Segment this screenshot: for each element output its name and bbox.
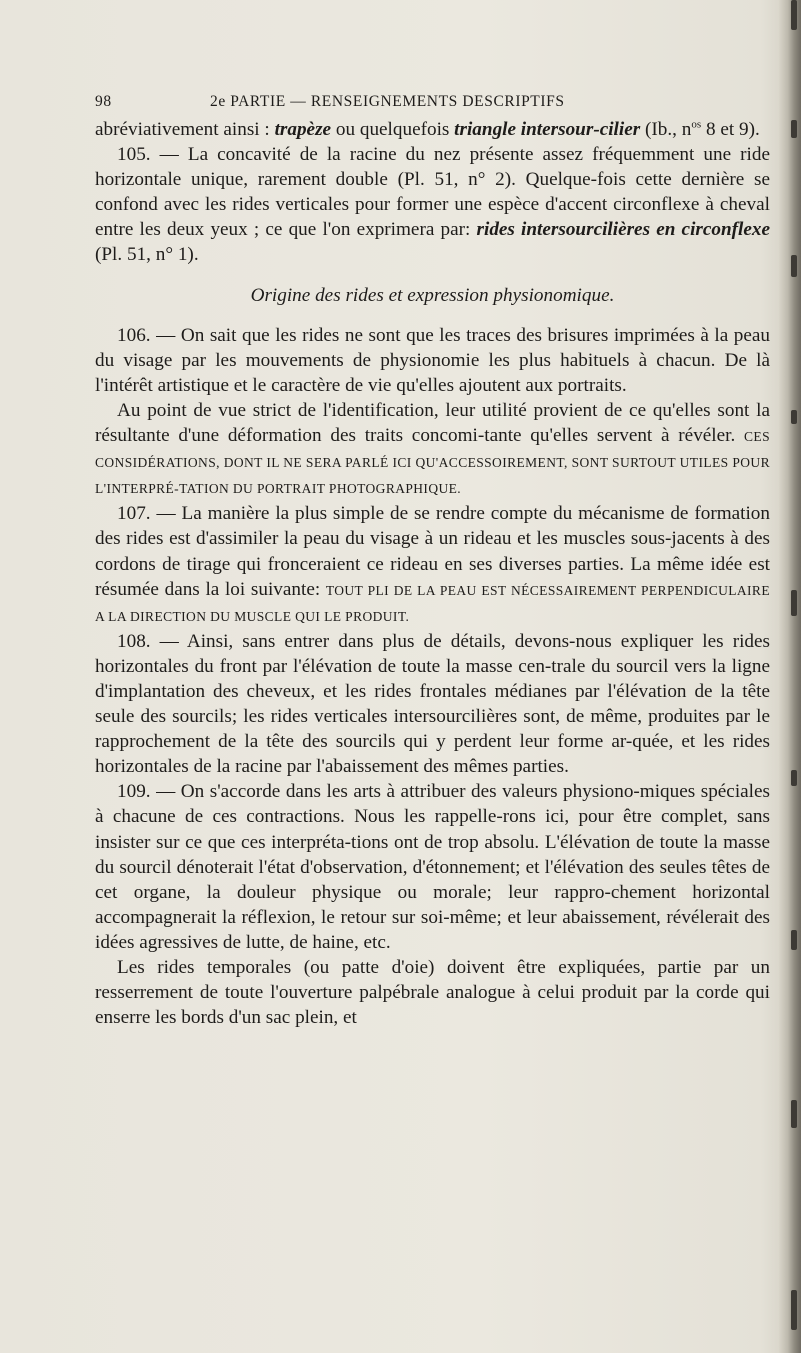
paragraph-107	[95, 501, 770, 628]
text-run: abréviativement ainsi :	[95, 119, 275, 140]
small-caps-text: CES CONSIDÉRATIONS, DONT IL NE SERA PARLÉ ICI QU'ACCESSOIREMENT, SONT SURTOUT UTILES POUR L'INTERPRÉ-TATION DU PORTRAIT PHOTOGRAPHIQUE.	[95, 429, 770, 497]
edge-mark	[791, 770, 797, 786]
page-header	[95, 93, 735, 115]
paragraph-108: 108. — Ainsi, sans entrer dans plus de détails, devons-nous expliquer les rides horizontales du front par l'élévation de toute la masse cen-trale du sourcil vers la ligne d'implantation des cheveux, et les rides frontales médianes par l'élévation de la tête seule des sourcils; les rides verticales intersourcilières sont, de même, produites par le rapprochement de la tête des sourcils qui y perdent leur forme ar-quée, et les rides horizontales de la racine par l'abaissement des mêmes parties.	[95, 630, 770, 778]
edge-mark	[791, 410, 797, 424]
edge-mark	[791, 1100, 797, 1128]
emphasis-term: triangle intersour-cilier	[454, 119, 641, 140]
edge-mark	[791, 930, 797, 950]
paragraph-106-continued	[95, 398, 770, 501]
section-heading: Origine des rides et expression physionomique.	[250, 284, 615, 306]
text-run: ou quelquefois	[331, 119, 455, 140]
emphasis-term: rides intersourcilières en circonflexe	[476, 219, 770, 241]
edge-mark	[791, 0, 797, 30]
running-title: 2e PARTIE — RENSEIGNEMENTS DESCRIPTIFS	[210, 93, 565, 110]
edge-mark	[791, 1290, 797, 1330]
text-run: (Ib., n	[640, 119, 692, 140]
paragraph-105	[95, 142, 770, 267]
text-run: (Pl. 51, n° 1).	[95, 244, 199, 266]
superscript: os	[691, 118, 702, 131]
emphasis-term: trapèze	[274, 119, 332, 140]
paragraph-106: 106. — On sait que les rides ne sont que les traces des brisures imprimées à la peau du visage par les mouvements de physionomie les plus habituels à chacun. De là l'intérêt artistique et le caractère de vie qu'elles ajoutent aux portraits.	[95, 324, 770, 396]
edge-mark	[791, 120, 797, 138]
text-run: 8 et 9).	[701, 119, 760, 140]
body-text	[95, 117, 770, 1030]
text-run: Au point de vue strict de l'identification, leur utilité provient de ce qu'elles sont la résultante d'une déformation des traits concomi-tante qu'elles servent à révéler.	[95, 399, 770, 447]
edge-mark	[791, 255, 797, 277]
paragraph-109: 109. — On s'accorde dans les arts à attribuer des valeurs physiono-miques spéciales à chacune de ces contractions. Nous les rappelle-rons ici, pour être complet, sans insister sur ce que ces interpréta-tions ont de trop absolu. L'élévation de toute la masse du sourcil dénoterait l'état d'observation, d'étonnement; et l'élévation des seules têtes de cet organe, la douleur physique ou morale; leur rappro-chement horizontal accompagnerait la réflexion, le retour sur soi-même; et leur abaissement, révélerait des idées agressives de lutte, de haine, etc.	[95, 781, 770, 953]
page-binding-edge	[779, 0, 801, 1353]
edge-mark	[791, 590, 797, 616]
page-number: 98	[95, 93, 112, 110]
paragraph-continuation	[95, 117, 770, 142]
text-run: 107. — La manière la plus simple de se rendre compte du mécanisme de formation des rides est d'assimiler la peau du visage à un rideau et les muscles sous-jacents à des cordons de tirage qui fronceraient ce rideau en ses diverses parties. La même idée est résumée dans la loi suivante:	[95, 503, 770, 600]
small-caps-text: TOUT PLI DE LA PEAU EST NÉCESSAIREMENT PERPENDICULAIRE A LA DIRECTION DU MUSCLE QUI LE PRODUIT.	[95, 582, 770, 624]
text-run: 105. — La concavité de la racine du nez présente assez fréquemment une ride horizontale unique, rarement double (Pl. 51, n° 2). Quelque-fois cette dernière se confond avec les rides verticales pour former une espèce d'accent circonflexe à cheval entre les deux yeux ; ce que l'on exprimera par:	[95, 144, 770, 241]
paragraph-110: Les rides temporales (ou patte d'oie) doivent être expliquées, partie par un resserrement de toute l'ouverture palpébrale analogue à celui produit par la corde qui enserre les bords d'un sac plein, et	[95, 957, 770, 1029]
